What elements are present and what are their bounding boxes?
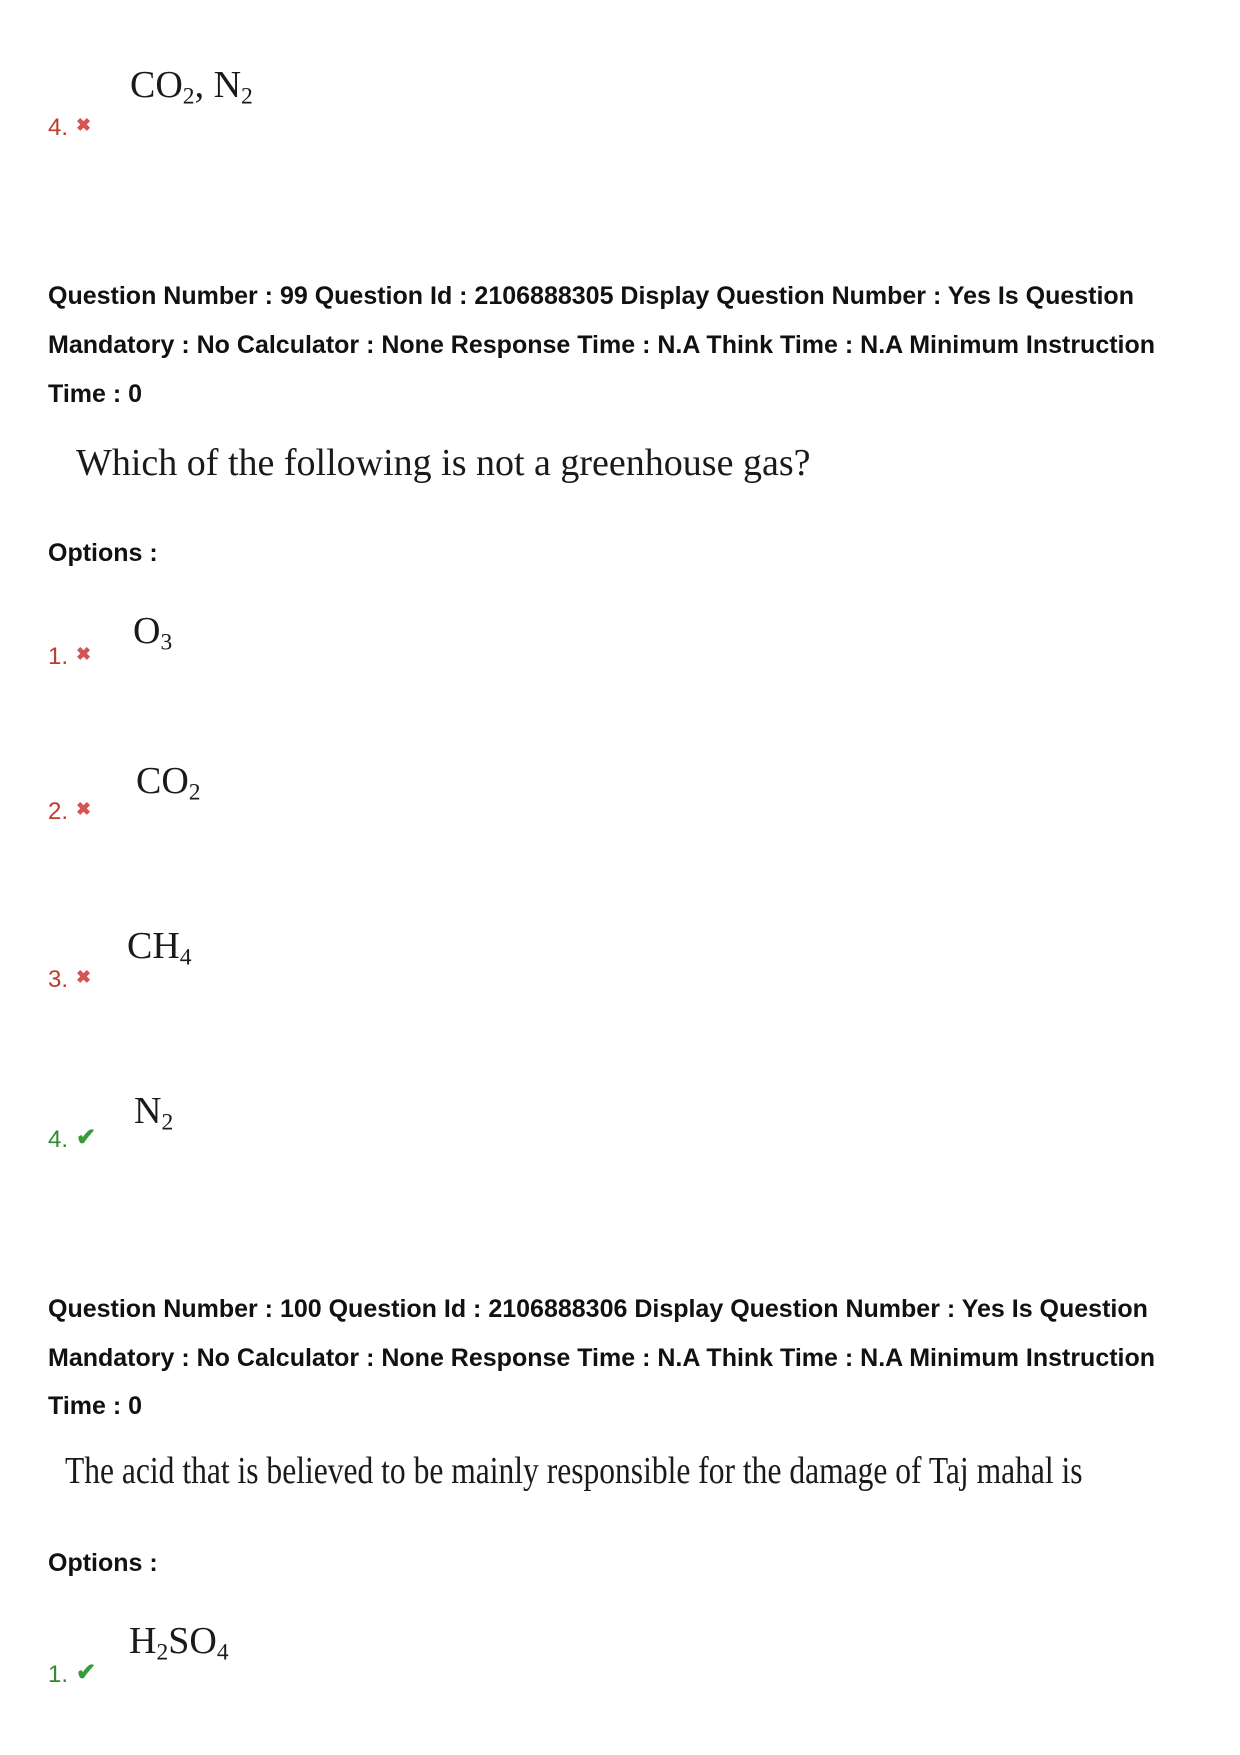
option-number: 1. xyxy=(48,1661,69,1688)
question-100-text: The acid that is believed to be mainly responsible for the damage of Taj mahal is xyxy=(65,1450,1083,1492)
q99-option-2-formula xyxy=(136,760,201,806)
formula-subscript: 2 xyxy=(161,1109,174,1136)
question-99-text: Which of the following is not a greenhouse gas? xyxy=(76,442,811,484)
q99-option-1-marker xyxy=(48,645,91,669)
option-number: 2. xyxy=(48,798,69,825)
formula-text: CO xyxy=(136,760,189,802)
cross-icon: ✖ xyxy=(76,115,92,135)
question-99-meta-line-2: Mandatory : No Calculator : None Response Time : N.A Think Time : N.A Minimum Instruction xyxy=(48,331,1156,359)
q99-option-4-marker xyxy=(48,1124,97,1153)
formula-subscript: 2 xyxy=(156,1639,169,1666)
formula-text: H xyxy=(129,1620,157,1662)
check-icon: ✔ xyxy=(76,1124,97,1151)
option-4-formula xyxy=(130,64,253,110)
question-99-options-label: Options : xyxy=(48,539,158,567)
formula-text: O xyxy=(133,610,161,652)
question-100-meta-line-3: Time : 0 xyxy=(48,1392,143,1420)
cross-icon: ✖ xyxy=(76,799,92,819)
q99-option-3-formula xyxy=(127,925,192,971)
formula-subscript: 4 xyxy=(216,1639,229,1666)
option-number: 4. xyxy=(48,114,69,141)
cross-icon: ✖ xyxy=(76,644,92,664)
q99-option-2-marker xyxy=(48,800,91,824)
question-99-meta-line-3: Time : 0 xyxy=(48,380,143,408)
formula-subscript: 3 xyxy=(160,629,173,656)
q99-option-4-formula xyxy=(134,1090,174,1136)
option-number: 3. xyxy=(48,966,69,993)
q100-option-1-marker xyxy=(48,1659,97,1688)
q99-option-3-marker xyxy=(48,968,91,992)
check-icon: ✔ xyxy=(76,1659,97,1686)
q99-option-1-formula xyxy=(133,610,173,656)
formula-subscript: 4 xyxy=(179,944,192,971)
formula-subscript: 2 xyxy=(182,83,195,110)
question-99-meta-line-1: Question Number : 99 Question Id : 2106888305 Display Question Number : Yes Is Question xyxy=(48,282,1134,310)
formula-text: SO xyxy=(168,1620,217,1662)
question-100-meta-line-1: Question Number : 100 Question Id : 2106888306 Display Question Number : Yes Is Question xyxy=(48,1295,1148,1323)
formula-text: N xyxy=(134,1090,162,1132)
formula-subscript: 2 xyxy=(241,83,253,110)
formula-text: CO xyxy=(130,64,183,106)
cross-icon: ✖ xyxy=(76,967,92,987)
formula-text: , N xyxy=(194,64,242,106)
question-100-meta-line-2: Mandatory : No Calculator : None Response Time : N.A Think Time : N.A Minimum Instruction xyxy=(48,1344,1156,1372)
option-number: 4. xyxy=(48,1126,69,1153)
question-100-options-label: Options : xyxy=(48,1549,158,1577)
formula-subscript: 2 xyxy=(188,779,201,806)
formula-text: CH xyxy=(127,925,180,967)
option-number: 1. xyxy=(48,643,69,670)
option-4-marker xyxy=(48,116,91,140)
q100-option-1-formula xyxy=(129,1620,229,1666)
